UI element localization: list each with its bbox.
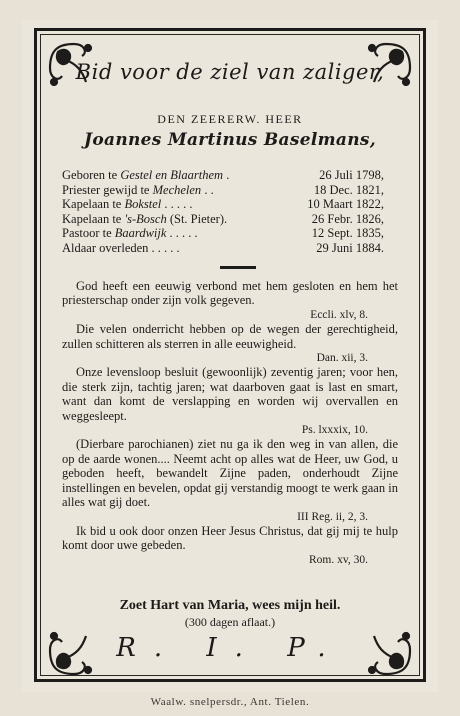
scripture-reference: Eccli. xlv, 8. bbox=[310, 308, 368, 321]
event-date: 26 Febr. 1826, bbox=[311, 211, 384, 226]
divider-rule bbox=[220, 266, 256, 269]
scripture-passage: Ik bid u ook door onzen Heer Jesus Christus, dat gij mij te hulp komt door uwe gebeden. Rom. xv, 30. bbox=[62, 523, 398, 566]
place-name: Gestel en Blaarthem bbox=[120, 168, 224, 182]
event-date: 29 Juni 1884. bbox=[316, 240, 384, 255]
biography-row: Geboren te Gestel en Blaarthem . 26 Juli 1798, bbox=[62, 168, 384, 182]
place-name: Baardwijk bbox=[114, 226, 167, 241]
closing-prayer: Zoet Hart van Maria, wees mijn heil. bbox=[119, 598, 341, 613]
scripture-reference: Ps. lxxxix, 10. bbox=[301, 424, 368, 437]
scripture-passage: Die velen onderricht hebben op de wegen der gerechtigheid, zullen schitteren als sterren in alle eeuwigheid. Dan. xii, 3. bbox=[62, 322, 398, 365]
biography-row: Aldaar overleden . . . . . 29 Juni 1884. bbox=[62, 240, 384, 255]
biography-row: Kapelaan te 's-Bosch (St. Pieter). 26 Febr. 1826, bbox=[62, 211, 384, 226]
biography-row: Kapelaan te Bokstel . . . . . 10 Maart 1822, bbox=[62, 197, 384, 212]
indulgence-note: (300 dagen aflaat.) bbox=[184, 615, 276, 629]
scripture-reference: Dan. xii, 3. bbox=[316, 352, 368, 365]
place-name: Bokstel bbox=[124, 197, 162, 212]
event-date: 26 Juli 1798, bbox=[319, 168, 384, 182]
clergy-title: DEN ZEERERW. HEER bbox=[157, 112, 303, 126]
event-date: 18 Dec. 1821, bbox=[313, 182, 384, 197]
event-date: 12 Sept. 1835, bbox=[311, 226, 384, 241]
biography-row: Priester gewijd te Mechelen . . 18 Dec. 1821, bbox=[62, 182, 384, 197]
intro-heading: Bid voor de ziel van zaliger, bbox=[75, 60, 385, 84]
scripture-reference: III Reg. ii, 2, 3. bbox=[297, 510, 368, 523]
event-date: 10 Maart 1822, bbox=[307, 197, 384, 212]
scripture-texts bbox=[62, 279, 398, 567]
place-name: 's-Bosch bbox=[124, 211, 167, 226]
scripture-reference: Rom. xv, 30. bbox=[309, 553, 368, 566]
biography-row: Pastoor te Baardwijk . . . . . 12 Sept. 1835, bbox=[62, 226, 384, 241]
scripture-passage: God heeft een eeuwig verbond met hem gesloten en hem het priesterschap onder zijn volk gegeven. Eccli. xlv, 8. bbox=[62, 279, 398, 321]
printer-imprint: Waalw. snelpersdr., Ant. Tielen. bbox=[150, 696, 310, 708]
place-name: Mechelen bbox=[152, 182, 202, 197]
biography-list bbox=[62, 168, 384, 256]
scripture-passage: (Dierbare parochianen) ziet nu ga ik den weg in van allen, die op de aarde wonen.... Neemt acht op alles wat de Heer, uw God, u geboden heeft, bewandelt Zijne paden, onderhoudt Zijne instellingen en bevelen, opdat gij verstandig moogt te werk gaan in alles wat gij doet. III Reg. ii, 2, 3. bbox=[62, 437, 398, 523]
rip-text: R. I. P. bbox=[116, 633, 344, 663]
scripture-passage: Onze levensloop besluit (gewoonlijk) zeventig jaren; voor hen, die sterk zijn, tachtig jaren; wat daarboven gaat is last en smart, want dan komt de verslapping en worden wij overvallen en weggesleept. Ps. lxxxix, 10. bbox=[62, 365, 398, 437]
deceased-name: Joannes Martinus Baselmans, bbox=[84, 130, 376, 150]
